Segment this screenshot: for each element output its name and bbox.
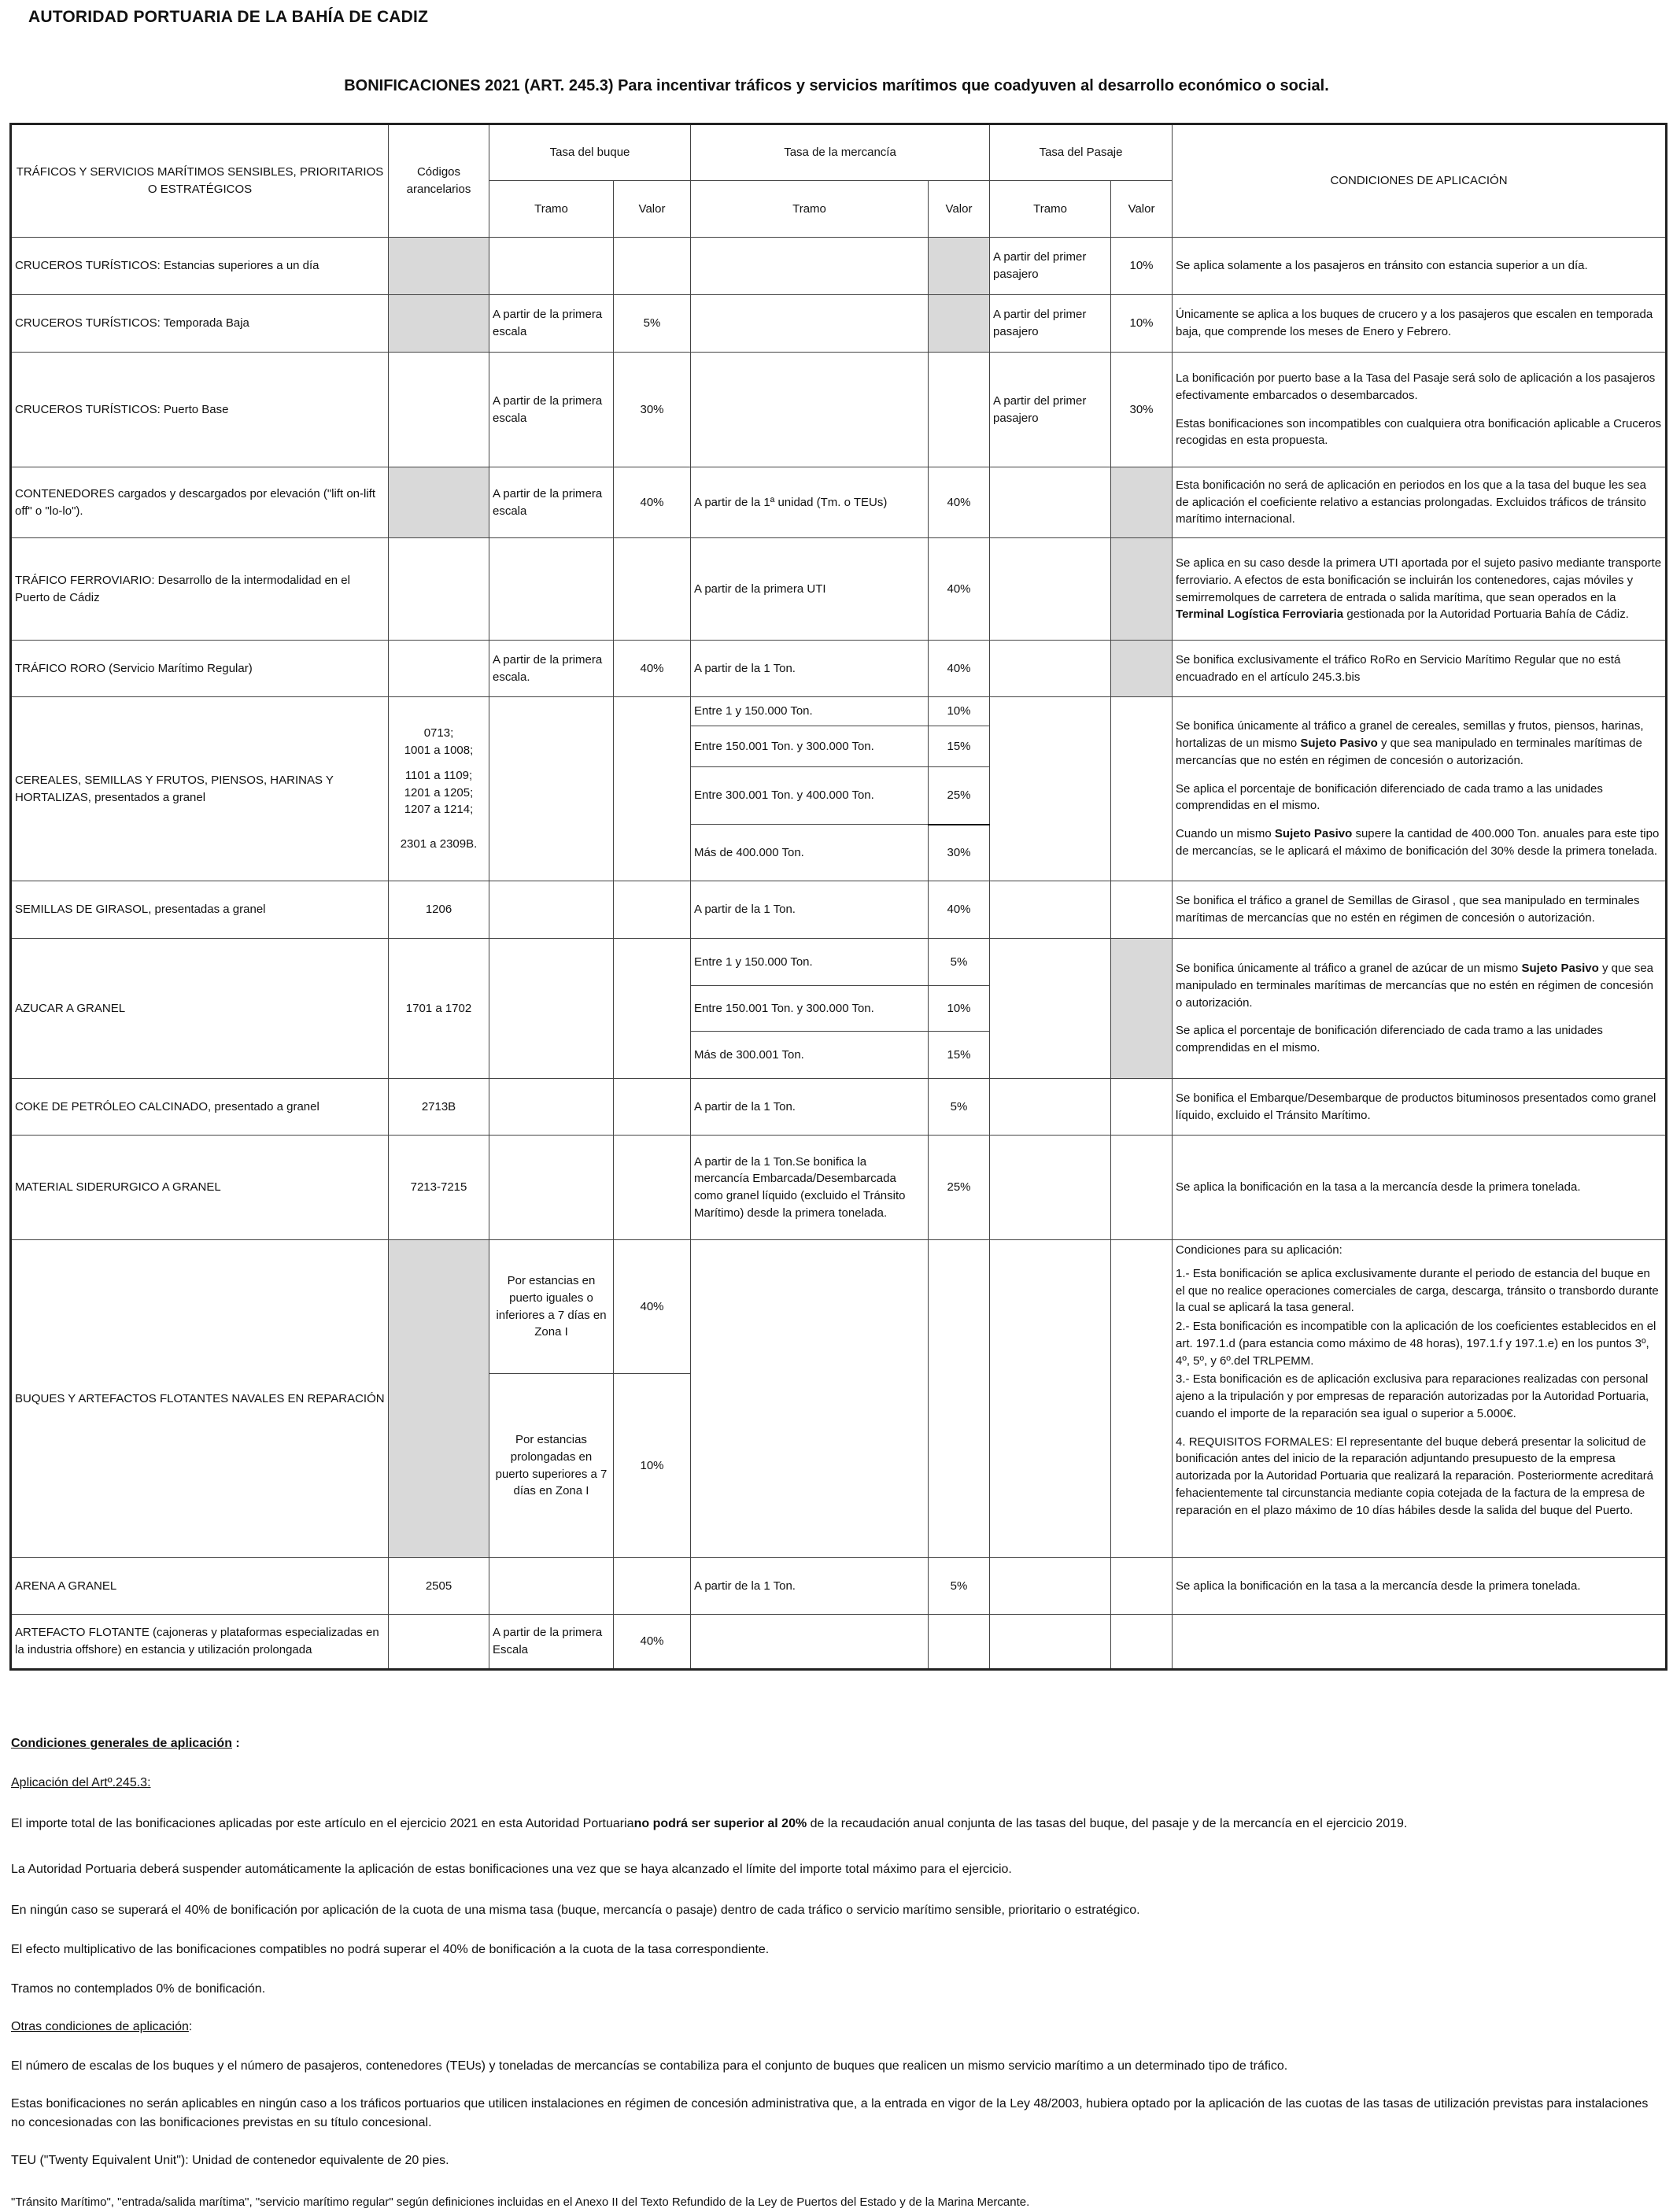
condiciones-cell: Se bonifica el tráfico a granel de Semillas de Girasol , que sea manipulado en terminales marítimas de mercancías que no estén en régimen de concesión o autorización. <box>1173 881 1667 939</box>
merc-tramo-cell: A partir de la 1 Ton. <box>691 1558 929 1615</box>
notes-paragraph: El efecto multiplicativo de las bonificaciones compatibles no podrá superar el 40% de bonificación a la cuota de la tasa correspondiente. <box>11 1943 770 1956</box>
buque-tramo-cell: A partir de la primera Escala <box>489 1615 614 1670</box>
condiciones-cell: Se bonifica únicamente al tráfico a granel de azúcar de un mismo Sujeto Pasivo y que sea manipulado en terminales marítimas de mercancías que no estén en régimen de concesión o autorización. Se aplica el porcentaje de bonificación diferenciado de cada tramo a las unidades comprendidas en el mismo. <box>1173 939 1667 1079</box>
buque-valor-cell: 40% <box>614 641 691 697</box>
buque-valor-cell: 10% <box>614 1374 691 1558</box>
merc-tramo-cell: Entre 1 y 150.000 Ton. <box>691 697 929 726</box>
table-row <box>11 467 1667 538</box>
codigos-cell <box>389 641 489 697</box>
merc-tramo-cell: A partir de la primera UTI <box>691 538 929 641</box>
condiciones-cell: Se aplica la bonificación en la tasa a la mercancía desde la primera tonelada. <box>1173 1558 1667 1615</box>
merc-valor-cell: 15% <box>929 726 990 767</box>
notes-paragraph: Estas bonificaciones no serán aplicables en ningún caso a los tráficos portuarios que utilicen instalaciones en régimen de concesión administrativa que, a la entrada en vigor de la Ley 48/2003, hubiera optado por la aplicación de las cuotas de las tasas de utilización previstas para instalaciones no concesionadas con las bonificaciones previstas en su título concesional. <box>11 2097 1649 2129</box>
condiciones-cell: Se bonifica exclusivamente el tráfico RoRo en Servicio Marítimo Regular que no está encuadrado en el artículo 245.3.bis <box>1173 641 1667 697</box>
header-codigos: Códigos arancelarios <box>389 124 489 238</box>
codigos-cell <box>389 1615 489 1670</box>
codigos-cell <box>389 467 489 538</box>
header-condiciones: CONDICIONES DE APLICACIÓN <box>1173 124 1667 238</box>
header-trafico: TRÁFICOS Y SERVICIOS MARÍTIMOS SENSIBLES, PRIORITARIOS O ESTRATÉGICOS <box>11 124 389 238</box>
buque-valor-cell: 40% <box>614 1615 691 1670</box>
buque-tramo-cell: Por estancias prolongadas en puerto superiores a 7 días en Zona I <box>489 1374 614 1558</box>
codigos-cell: 2713B <box>389 1079 489 1136</box>
trafico-cell: CRUCEROS TURÍSTICOS: Puerto Base <box>11 353 389 467</box>
merc-valor-cell: 40% <box>929 467 990 538</box>
header-tasa-buque: Tasa del buque <box>489 124 691 181</box>
buque-valor-cell: 30% <box>614 353 691 467</box>
codigos-cell <box>389 1240 489 1558</box>
codigos-cell <box>389 353 489 467</box>
merc-tramo-cell: A partir de la 1 Ton.Se bonifica la mercancía Embarcada/Desembarcada como granel líquido (excluido el Tránsito Marítimo) desde la primera tonelada. <box>691 1136 929 1240</box>
codigos-cell: 2505 <box>389 1558 489 1615</box>
condiciones-cell <box>1173 1615 1667 1670</box>
trafico-cell: BUQUES Y ARTEFACTOS FLOTANTES NAVALES EN REPARACIÓN <box>11 1240 389 1558</box>
buque-tramo-cell: A partir de la primera escala <box>489 353 614 467</box>
pasaje-valor-cell: 10% <box>1111 295 1173 353</box>
condiciones-cell: Se aplica en su caso desde la primera UTI aportada por el sujeto pasivo mediante transporte ferroviario. A efectos de esta bonificación se incluirán los contenedores, cajas móviles y semirremolques de carretera de entrada o salida marítima, que sean operados en la Terminal Logística Ferroviaria gestionada por la Autoridad Portuaria Bahía de Cádiz. <box>1173 538 1667 641</box>
notes-subheading-1: Aplicación del Artº.245.3: <box>11 1776 151 1789</box>
buque-valor-cell: 40% <box>614 467 691 538</box>
merc-tramo-cell: Entre 150.001 Ton. y 300.000 Ton. <box>691 986 929 1032</box>
trafico-cell: TRÁFICO FERROVIARIO: Desarrollo de la intermodalidad en el Puerto de Cádiz <box>11 538 389 641</box>
condiciones-cell: Se bonifica únicamente al tráfico a granel de cereales, semillas y frutos, piensos, harinas, hortalizas de un mismo Sujeto Pasivo y que sea manipulado en terminales marítimas de mercancías que no estén en régimen de concesión o autorización. Se aplica el porcentaje de bonificación diferenciado de cada tramo a las unidades comprendidas en el mismo. Cuando un mismo Sujeto Pasivo supere la cantidad de 400.000 Ton. anuales para este tipo de mercancías, se le aplicará el máximo de bonificación del 30% desde la primera tonelada. <box>1173 697 1667 881</box>
codigos-cell <box>389 295 489 353</box>
merc-tramo-cell: Más de 400.000 Ton. <box>691 825 929 881</box>
condiciones-cell: Únicamente se aplica a los buques de crucero y a los pasajeros que escalen en temporada baja, que comprende los meses de Enero y Febrero. <box>1173 295 1667 353</box>
trafico-cell: SEMILLAS DE GIRASOL, presentadas a granel <box>11 881 389 939</box>
table-row <box>11 1240 1667 1374</box>
trafico-cell: CEREALES, SEMILLAS Y FRUTOS, PIENSOS, HARINAS Y HORTALIZAS, presentados a granel <box>11 697 389 881</box>
table-row <box>11 1558 1667 1615</box>
merc-tramo-cell: Entre 150.001 Ton. y 300.000 Ton. <box>691 726 929 767</box>
notes-paragraph: "Tránsito Marítimo", "entrada/salida marítima", "servicio marítimo regular" según definiciones incluidas en el Anexo II del Texto Refundido de la Ley de Puertos del Estado y de la Marina Mercante. <box>11 2195 1030 2209</box>
buque-tramo-cell: A partir de la primera escala. <box>489 641 614 697</box>
buque-valor-cell: 40% <box>614 1240 691 1374</box>
table-row <box>11 353 1667 467</box>
pasaje-tramo-cell: A partir del primer pasajero <box>990 353 1111 467</box>
merc-valor-cell: 40% <box>929 641 990 697</box>
notes-paragraph: La Autoridad Portuaria deberá suspender automáticamente la aplicación de estas bonificaciones una vez que se haya alcanzado el límite del importe total máximo para el ejercicio. <box>11 1863 1012 1876</box>
table-row <box>11 295 1667 353</box>
merc-valor-cell: 10% <box>929 697 990 726</box>
merc-valor-cell: 40% <box>929 538 990 641</box>
notes-heading: Condiciones generales de aplicación <box>11 1737 232 1750</box>
codigos-cell: 1206 <box>389 881 489 939</box>
trafico-cell: CRUCEROS TURÍSTICOS: Temporada Baja <box>11 295 389 353</box>
merc-tramo-cell: Entre 300.001 Ton. y 400.000 Ton. <box>691 767 929 825</box>
buque-valor-cell: 5% <box>614 295 691 353</box>
merc-valor-cell: 25% <box>929 1136 990 1240</box>
merc-valor-cell: 5% <box>929 1558 990 1615</box>
merc-valor-cell: 15% <box>929 1032 990 1079</box>
terminal-name: Terminal Logística Ferroviaria <box>1176 607 1344 622</box>
merc-valor-cell: 30% <box>929 825 990 881</box>
table-row <box>11 1136 1667 1240</box>
table-row <box>11 881 1667 939</box>
buque-tramo-cell: Por estancias en puerto iguales o inferiores a 7 días en Zona I <box>489 1240 614 1374</box>
codigos-cell: 7213-7215 <box>389 1136 489 1240</box>
condiciones-cell: Se bonifica el Embarque/Desembarque de productos bituminosos presentados como granel líquido, excluido el Tránsito Marítimo. <box>1173 1079 1667 1136</box>
table-row <box>11 1079 1667 1136</box>
header-pasaje-valor: Valor <box>1111 181 1173 238</box>
merc-tramo-cell: Más de 300.001 Ton. <box>691 1032 929 1079</box>
trafico-cell: COKE DE PETRÓLEO CALCINADO, presentado a granel <box>11 1079 389 1136</box>
codigos-cell <box>389 238 489 295</box>
condiciones-cell: Se aplica solamente a los pasajeros en tránsito con estancia superior a un día. <box>1173 238 1667 295</box>
condiciones-cell: Condiciones para su aplicación: 1.- Esta bonificación se aplica exclusivamente durante el periodo de estancia del buque en el que no realice operaciones comerciales de carga, descarga, tránsito o transbordo durante la cual se aplicará la tasa general. 2.- Esta bonificación es incompatible con la aplicación de los coeficientes establecidos en el art. 197.1.d (para estancia como máximo de 48 horas), 197.1.f y 197.1.e) en los puntos 3º, 4º, 5º, y 6º.del TRLPEMM. 3.- Esta bonificación es de aplicación exclusiva para reparaciones realizadas con personal ajeno a la tripulación y por empresas de reparación autorizadas por la Autoridad Portuaria, cuando el importe de la reparación sea igual o superior a 5.000€. 4. REQUISITOS FORMALES: El representante del buque deberá presentar la solicitud de bonificación antes del inicio de la reparación adjuntando presupuesto de la empresa autorizada por la Autoridad Portuaria que realizará la reparación. Posteriormente acreditará fehacientemente tal circunstancia mediante copia cotejada de la factura de la empresa de reparación en el plazo máximo de 10 días hábiles desde la salida del buque del Puerto. <box>1173 1240 1667 1558</box>
notes-subheading-2: Otras condiciones de aplicación <box>11 2020 189 2033</box>
merc-tramo-cell: A partir de la 1 Ton. <box>691 881 929 939</box>
trafico-cell: AZUCAR A GRANEL <box>11 939 389 1079</box>
merc-valor-cell: 40% <box>929 881 990 939</box>
header-buque-valor: Valor <box>614 181 691 238</box>
notes-paragraph: TEU ("Twenty Equivalent Unit"): Unidad de contenedor equivalente de 20 pies. <box>11 2154 449 2167</box>
header-row-1 <box>11 124 1667 181</box>
header-pasaje-tramo: Tramo <box>990 181 1111 238</box>
page-title: BONIFICACIONES 2021 (ART. 245.3) Para incentivar tráficos y servicios marítimos que coadyuven al desarrollo económico o social. <box>344 77 1329 94</box>
merc-valor-cell: 10% <box>929 986 990 1032</box>
merc-valor-cell: 5% <box>929 939 990 986</box>
trafico-cell: CRUCEROS TURÍSTICOS: Estancias superiores a un día <box>11 238 389 295</box>
pasaje-valor-cell: 10% <box>1111 238 1173 295</box>
codigos-cell <box>389 538 489 641</box>
notes-paragraph: Tramos no contemplados 0% de bonificación. <box>11 1982 266 1996</box>
merc-tramo-cell: A partir de la 1 Ton. <box>691 641 929 697</box>
buque-tramo-cell: A partir de la primera escala <box>489 467 614 538</box>
table-row <box>11 641 1667 697</box>
trafico-cell: ARTEFACTO FLOTANTE (cajoneras y plataformas especializadas en la industria offshore) en estancia y utilización prolongada <box>11 1615 389 1670</box>
header-merc-valor: Valor <box>929 181 990 238</box>
merc-valor-cell: 25% <box>929 767 990 825</box>
notes-paragraph: El número de escalas de los buques y el número de pasajeros, contenedores (TEUs) y toneladas de mercancías se contabiliza para el conjunto de buques que realicen un mismo servicio marítimo a un determinado tipo de tráfico. <box>11 2059 1288 2073</box>
bonificaciones-table <box>9 123 1667 1671</box>
notes-paragraph: En ningún caso se superará el 40% de bonificación por aplicación de la cuota de una misma tasa (buque, mercancía o pasaje) dentro de cada tráfico o servicio marítimo sensible, prioritario o estratégico. <box>11 1904 1140 1917</box>
organization-header: AUTORIDAD PORTUARIA DE LA BAHÍA DE CADIZ <box>28 8 429 26</box>
condiciones-cell: Esta bonificación no será de aplicación en periodos en los que a la tasa del buque les sea de aplicación el coeficiente relativo a estancias prolongadas. Excluidos tráficos de tránsito marítimo internacional. <box>1173 467 1667 538</box>
header-buque-tramo: Tramo <box>489 181 614 238</box>
table-row <box>11 238 1667 295</box>
header-merc-tramo: Tramo <box>691 181 929 238</box>
condiciones-cell: Se aplica la bonificación en la tasa a la mercancía desde la primera tonelada. <box>1173 1136 1667 1240</box>
trafico-cell: TRÁFICO RORO (Servicio Marítimo Regular) <box>11 641 389 697</box>
header-tasa-pasaje: Tasa del Pasaje <box>990 124 1173 181</box>
table-row <box>11 697 1667 726</box>
table-row <box>11 1615 1667 1670</box>
trafico-cell: CONTENEDORES cargados y descargados por elevación ("lift on-lift off" o "lo-lo"). <box>11 467 389 538</box>
pasaje-valor-cell: 30% <box>1111 353 1173 467</box>
trafico-cell: ARENA A GRANEL <box>11 1558 389 1615</box>
notes-paragraph: El importe total de las bonificaciones aplicadas por este artículo en el ejercicio 2021 en esta Autoridad Portuariano podrá ser superior al 20% de la recaudación anual conjunta de las tasas del buque, del pasaje y de la mercancía en el ejercicio 2019. <box>11 1817 1408 1830</box>
pasaje-tramo-cell: A partir del primer pasajero <box>990 295 1111 353</box>
table-row <box>11 538 1667 641</box>
trafico-cell: MATERIAL SIDERURGICO A GRANEL <box>11 1136 389 1240</box>
codigos-cell: 0713; 1001 a 1008; 1101 a 1109; 1201 a 1205; 1207 a 1214; 2301 a 2309B. <box>389 697 489 881</box>
table-row <box>11 939 1667 986</box>
condiciones-cell: La bonificación por puerto base a la Tasa del Pasaje será solo de aplicación a los pasajeros efectivamente embarcados o desembarcados. Estas bonificaciones son incompatibles con cualquiera otra bonificación aplicable a Cruceros recogidas en esta propuesta. <box>1173 353 1667 467</box>
merc-tramo-cell: A partir de la 1 Ton. <box>691 1079 929 1136</box>
codigos-cell: 1701 a 1702 <box>389 939 489 1079</box>
header-tasa-mercancia: Tasa de la mercancía <box>691 124 990 181</box>
pasaje-tramo-cell: A partir del primer pasajero <box>990 238 1111 295</box>
buque-tramo-cell: A partir de la primera escala <box>489 295 614 353</box>
merc-valor-cell: 5% <box>929 1079 990 1136</box>
merc-tramo-cell: Entre 1 y 150.000 Ton. <box>691 939 929 986</box>
merc-tramo-cell: A partir de la 1ª unidad (Tm. o TEUs) <box>691 467 929 538</box>
